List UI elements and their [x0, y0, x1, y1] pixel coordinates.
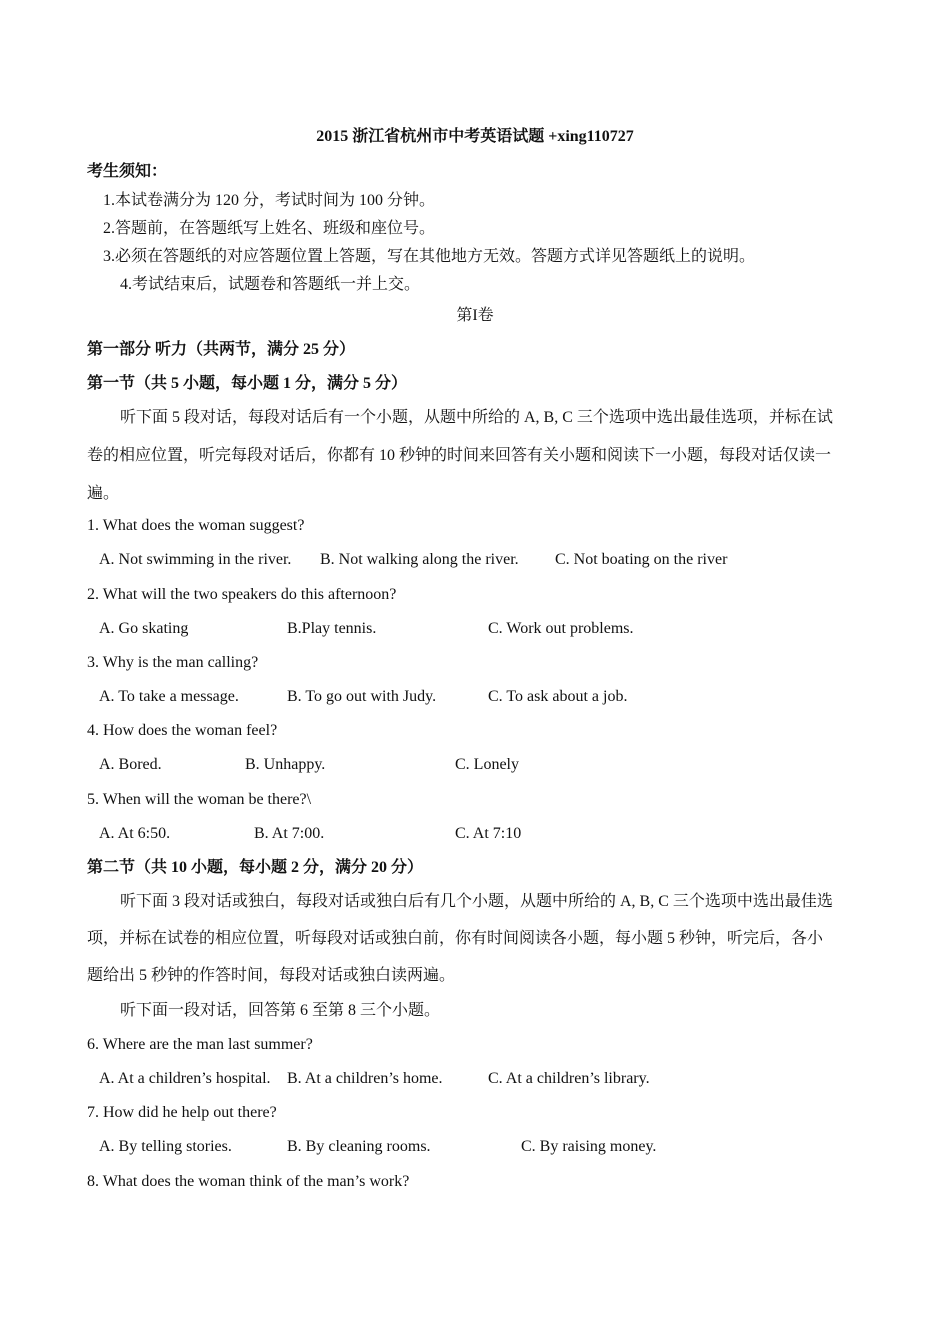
section2-instruction: 项，并标在试卷的相应位置，听每段对话或独白前，你有时间阅读各小题，每小题 5 秒钟，听完后，各小 — [87, 930, 824, 947]
option-b: B. By cleaning rooms. — [287, 1138, 431, 1155]
notice-item: 1.本试卷满分为 120 分，考试时间为 100 分钟。 — [103, 192, 436, 209]
section2-heading: 第二节（共 10 小题，每小题 2 分，满分 20 分） — [87, 859, 424, 876]
option-a: A. Bored. — [99, 756, 162, 773]
option-b: B. Not walking along the river. — [320, 551, 519, 568]
option-c: C. Not boating on the river — [555, 551, 728, 568]
option-c: C. Work out problems. — [488, 620, 634, 637]
question-text: 4. How does the woman feel? — [87, 722, 278, 739]
section2-instruction: 题给出 5 秒钟的作答时间，每段对话或独白读两遍。 — [87, 967, 456, 984]
option-c: C. At 7:10 — [455, 825, 522, 842]
section1-heading: 第一节（共 5 小题，每小题 1 分，满分 5 分） — [87, 375, 408, 392]
volume-label: 第I卷 — [456, 307, 494, 324]
option-b: B.Play tennis. — [287, 620, 377, 637]
question-text: 8. What does the woman think of the man’s work? — [87, 1173, 410, 1190]
notice-item: 3.必须在答题纸的对应答题位置上答题，写在其他地方无效。答题方式详见答题纸上的说明。 — [103, 248, 756, 265]
question-text: 2. What will the two speakers do this afternoon? — [87, 586, 397, 603]
option-a: A. To take a message. — [99, 688, 239, 705]
notice-item: 2.答题前，在答题纸写上姓名、班级和座位号。 — [103, 220, 436, 237]
option-b: B. To go out with Judy. — [287, 688, 437, 705]
question-text: 1. What does the woman suggest? — [87, 517, 305, 534]
document-title: 2015 浙江省杭州市中考英语试题 +xing110727 — [316, 128, 634, 145]
option-b: B. At a children’s home. — [287, 1070, 443, 1087]
question-text: 7. How did he help out there? — [87, 1104, 277, 1121]
option-a: A. By telling stories. — [99, 1138, 232, 1155]
section1-instruction: 遍。 — [87, 485, 120, 502]
notice-heading: 考生须知： — [87, 163, 168, 180]
part1-heading: 第一部分 听力（共两节，满分 25 分） — [87, 341, 356, 358]
option-c: C. At a children’s library. — [488, 1070, 650, 1087]
notice-item: 4.考试结束后，试题卷和答题纸一并上交。 — [120, 276, 421, 293]
section2-instruction: 听下面 3 段对话或独白，每段对话或独白后有几个小题，从题中所给的 A, B, C 三个选项中选出最佳选 — [120, 893, 833, 910]
option-b: B. At 7:00. — [254, 825, 325, 842]
option-c: C. By raising money. — [521, 1138, 657, 1155]
section1-instruction: 听下面 5 段对话，每段对话后有一个小题，从题中所给的 A, B, C 三个选项中选出最佳选项，并标在试 — [120, 409, 833, 426]
option-a: A. At a children’s hospital. — [99, 1070, 271, 1087]
question-text: 5. When will the woman be there?\ — [87, 791, 312, 808]
option-a: A. At 6:50. — [99, 825, 171, 842]
question-text: 3. Why is the man calling? — [87, 654, 259, 671]
option-c: C. Lonely — [455, 756, 519, 773]
question-text: 6. Where are the man last summer? — [87, 1036, 313, 1053]
section2-sub-instruction: 听下面一段对话，回答第 6 至第 8 三个小题。 — [120, 1002, 441, 1019]
section1-instruction: 卷的相应位置，听完每段对话后，你都有 10 秒钟的时间来回答有关小题和阅读下一小题，每段对话仅读一 — [87, 447, 832, 464]
option-a: A. Not swimming in the river. — [99, 551, 292, 568]
option-b: B. Unhappy. — [245, 756, 326, 773]
option-c: C. To ask about a job. — [488, 688, 628, 705]
option-a: A. Go skating — [99, 620, 189, 637]
